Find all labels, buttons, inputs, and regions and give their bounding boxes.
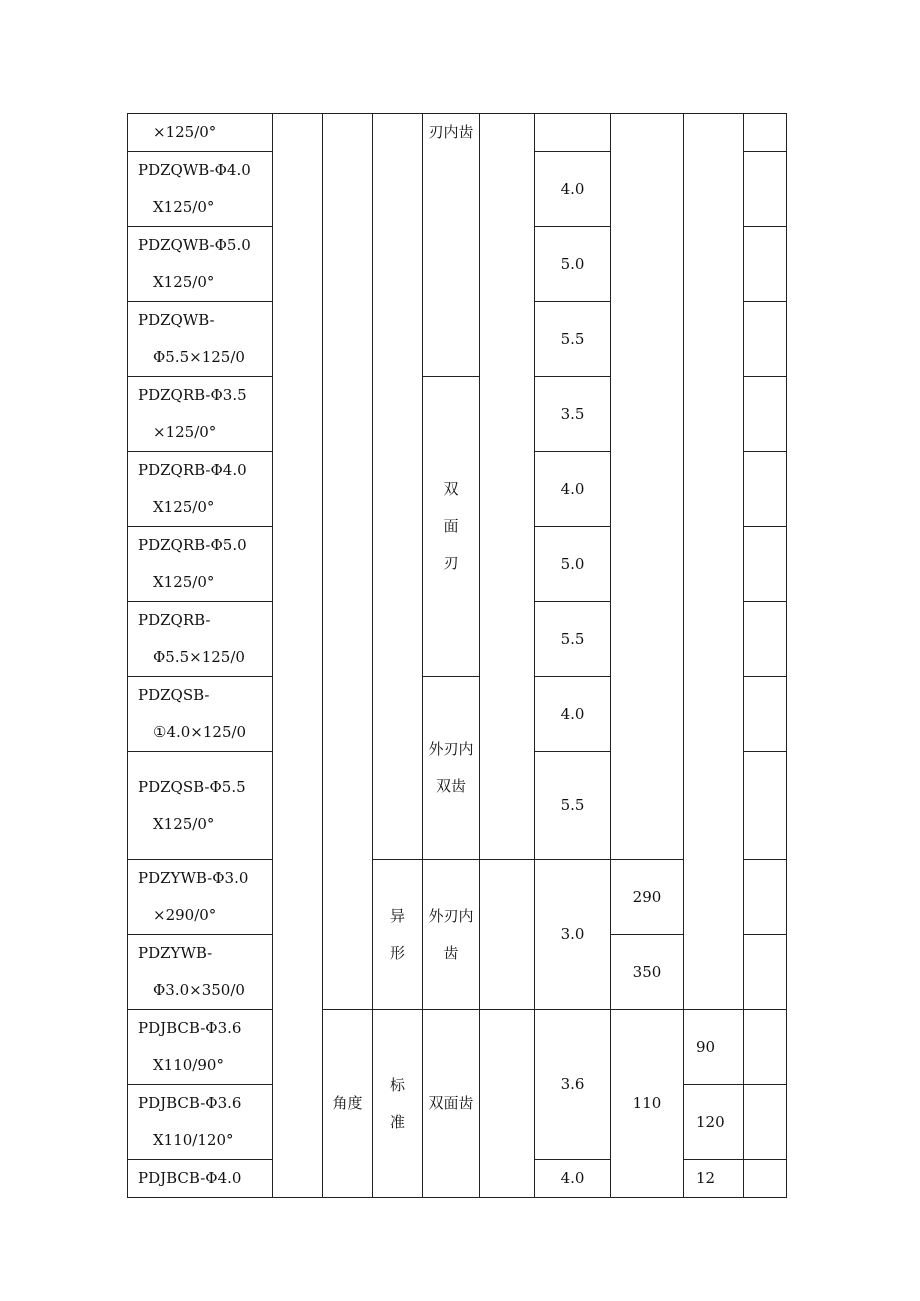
col-b-cell [273, 114, 323, 1198]
angle-cell: 120 [684, 1085, 744, 1160]
dia-cell: 5.5 [535, 602, 611, 677]
shape-cell: 标 准 [373, 1010, 423, 1198]
blade-type-cell: 双 面 刃 [423, 377, 480, 677]
col-f-cell [480, 860, 535, 1010]
model-cell: PDZQWB-Φ4.0 X125/0° [128, 152, 273, 227]
category-cell: 角度 [323, 1010, 373, 1198]
model-cell: PDZQRB-Φ4.0 X125/0° [128, 452, 273, 527]
model-cell: ×125/0° [128, 114, 273, 152]
model-cell: PDZQSB-Φ5.5 X125/0° [128, 752, 273, 860]
dia-cell: 4.0 [535, 452, 611, 527]
angle-cell: 12 [684, 1160, 744, 1198]
model-cell: PDZQWB-Φ5.0 X125/0° [128, 227, 273, 302]
col-j-cell [744, 152, 787, 227]
model-cell: PDJBCB-Φ3.6 X110/120° [128, 1085, 273, 1160]
shape-cell: 异 形 [373, 860, 423, 1010]
blade-type-cell: 双面齿 [423, 1010, 480, 1198]
col-j-cell [744, 935, 787, 1010]
len-cell: 290 [611, 860, 684, 935]
dia-cell: 4.0 [535, 677, 611, 752]
angle-cell: 90 [684, 1010, 744, 1085]
table-row [128, 1010, 787, 1085]
col-j-cell [744, 527, 787, 602]
model-cell: PDZQRB- Φ5.5×125/0 [128, 602, 273, 677]
table-row [128, 114, 787, 152]
model-cell: PDZQSB- ①4.0×125/0 [128, 677, 273, 752]
col-j-cell [744, 227, 787, 302]
col-j-cell [744, 1085, 787, 1160]
dia-cell: 4.0 [535, 152, 611, 227]
dia-cell: 4.0 [535, 1160, 611, 1198]
col-j-cell [744, 302, 787, 377]
dia-cell: 5.0 [535, 527, 611, 602]
col-j-cell [744, 1160, 787, 1198]
col-j-cell [744, 114, 787, 152]
len-cell: 110 [611, 1010, 684, 1198]
dia-cell: 5.5 [535, 302, 611, 377]
col-j-cell [744, 602, 787, 677]
col-j-cell [744, 752, 787, 860]
col-f-cell [480, 1010, 535, 1198]
col-d-cell [373, 114, 423, 860]
spec-table [127, 113, 787, 1198]
model-cell: PDJBCB-Φ4.0 [128, 1160, 273, 1198]
len-cell [611, 114, 684, 860]
dia-cell: 5.0 [535, 227, 611, 302]
blade-type-cell: 刃内齿 [423, 114, 480, 377]
blade-type-cell: 外刃内 双齿 [423, 677, 480, 860]
blade-type-cell: 外刃内 齿 [423, 860, 480, 1010]
model-cell: PDZQRB-Φ3.5 ×125/0° [128, 377, 273, 452]
dia-cell [535, 114, 611, 152]
dia-cell: 3.5 [535, 377, 611, 452]
model-cell: PDZYWB-Φ3.0 ×290/0° [128, 860, 273, 935]
col-j-cell [744, 1010, 787, 1085]
dia-cell: 3.6 [535, 1010, 611, 1160]
col-j-cell [744, 860, 787, 935]
model-cell: PDJBCB-Φ3.6 X110/90° [128, 1010, 273, 1085]
dia-cell: 5.5 [535, 752, 611, 860]
col-j-cell [744, 452, 787, 527]
model-cell: PDZYWB- Φ3.0×350/0 [128, 935, 273, 1010]
model-cell: PDZQWB- Φ5.5×125/0 [128, 302, 273, 377]
model-cell: PDZQRB-Φ5.0 X125/0° [128, 527, 273, 602]
col-j-cell [744, 677, 787, 752]
col-c-cell [323, 114, 373, 1010]
col-j-cell [744, 377, 787, 452]
angle-cell [684, 114, 744, 1010]
col-f-cell [480, 114, 535, 860]
dia-cell: 3.0 [535, 860, 611, 1010]
len-cell: 350 [611, 935, 684, 1010]
